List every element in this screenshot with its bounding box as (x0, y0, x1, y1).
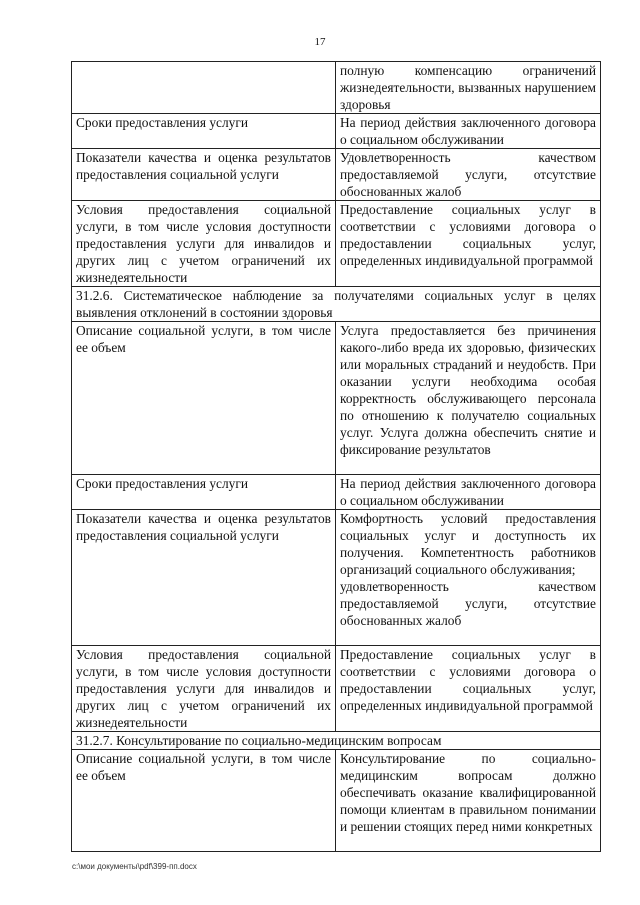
table-cell-label: Показатели качества и оценка результатов предоставления социальной услуги (72, 510, 336, 646)
table-cell-value: Консультирование по социально-медицинским вопросам должно обеспечивать оказание квалифицированной помощи клиентам в правильном понимании и решении стоящих перед ними конкретных (336, 750, 601, 852)
footer-file-path: c:\мои документы\pdf\399-пп.docx (72, 862, 197, 871)
table-row (72, 475, 601, 510)
services-table (71, 61, 601, 852)
table-row (72, 114, 601, 149)
table-cell-value: Предоставление социальных услуг в соответствии с условиями договора о предоставлении социальных услуг, определенных индивидуальной программой (336, 646, 601, 732)
table-cell-value: Услуга предоставляется без причинения какого-либо вреда их здоровью, физических или моральных страданий и неудобств. При оказании услуги необходима особая корректность обслуживающего персонала по отношению к получателю социальных услуг. Услуга должна обеспечить снятие и фиксирование результатов (336, 322, 601, 475)
table-cell-value: Удовлетворенность качеством предоставляемой услуги, отсутствие обоснованных жалоб (336, 149, 601, 201)
table-cell-label: Сроки предоставления услуги (72, 475, 336, 510)
table-cell-label: Сроки предоставления услуги (72, 114, 336, 149)
table-cell-label: Показатели качества и оценка результатов предоставления социальной услуги (72, 149, 336, 201)
section-heading-row (72, 287, 601, 322)
table-cell-value: Комфортность условий предоставления социальных услуг и доступность их получения. Компетентность работников организаций социального обслуживания; удовлетворенность качеством предоставляемой услуги, отсутствие обоснованных жалоб (336, 510, 601, 646)
table-row (72, 149, 601, 201)
table-row (72, 510, 601, 646)
table-cell-label (72, 62, 336, 114)
table-row (72, 646, 601, 732)
section-heading-31-2-6: 31.2.6. Систематическое наблюдение за получателями социальных услуг в целях выявления отклонений в состоянии здоровья (72, 287, 601, 322)
table-cell-value: На период действия заключенного договора о социальном обслуживании (336, 475, 601, 510)
table-cell-value: Предоставление социальных услуг в соответствии с условиями договора о предоставлении социальных услуг, определенных индивидуальной программой (336, 201, 601, 287)
page-number: 17 (314, 36, 326, 48)
table-row (72, 62, 601, 114)
table-row (72, 201, 601, 287)
table-cell-label: Описание социальной услуги, в том числе ее объем (72, 322, 336, 475)
table-row (72, 750, 601, 852)
table-row (72, 322, 601, 475)
table-cell-label: Условия предоставления социальной услуги, в том числе условия доступности предоставления услуги для инвалидов и других лиц с учетом ограничений их жизнедеятельности (72, 646, 336, 732)
section-heading-31-2-7: 31.2.7. Консультирование по социально-медицинским вопросам (72, 732, 601, 750)
table-cell-label: Условия предоставления социальной услуги, в том числе условия доступности предоставления услуги для инвалидов и других лиц с учетом ограничений их жизнедеятельности (72, 201, 336, 287)
section-heading-row (72, 732, 601, 750)
table-cell-label: Описание социальной услуги, в том числе ее объем (72, 750, 336, 852)
table-cell-value: полную компенсацию ограничений жизнедеятельности, вызванных нарушением здоровья (336, 62, 601, 114)
table-cell-value: На период действия заключенного договора о социальном обслуживании (336, 114, 601, 149)
